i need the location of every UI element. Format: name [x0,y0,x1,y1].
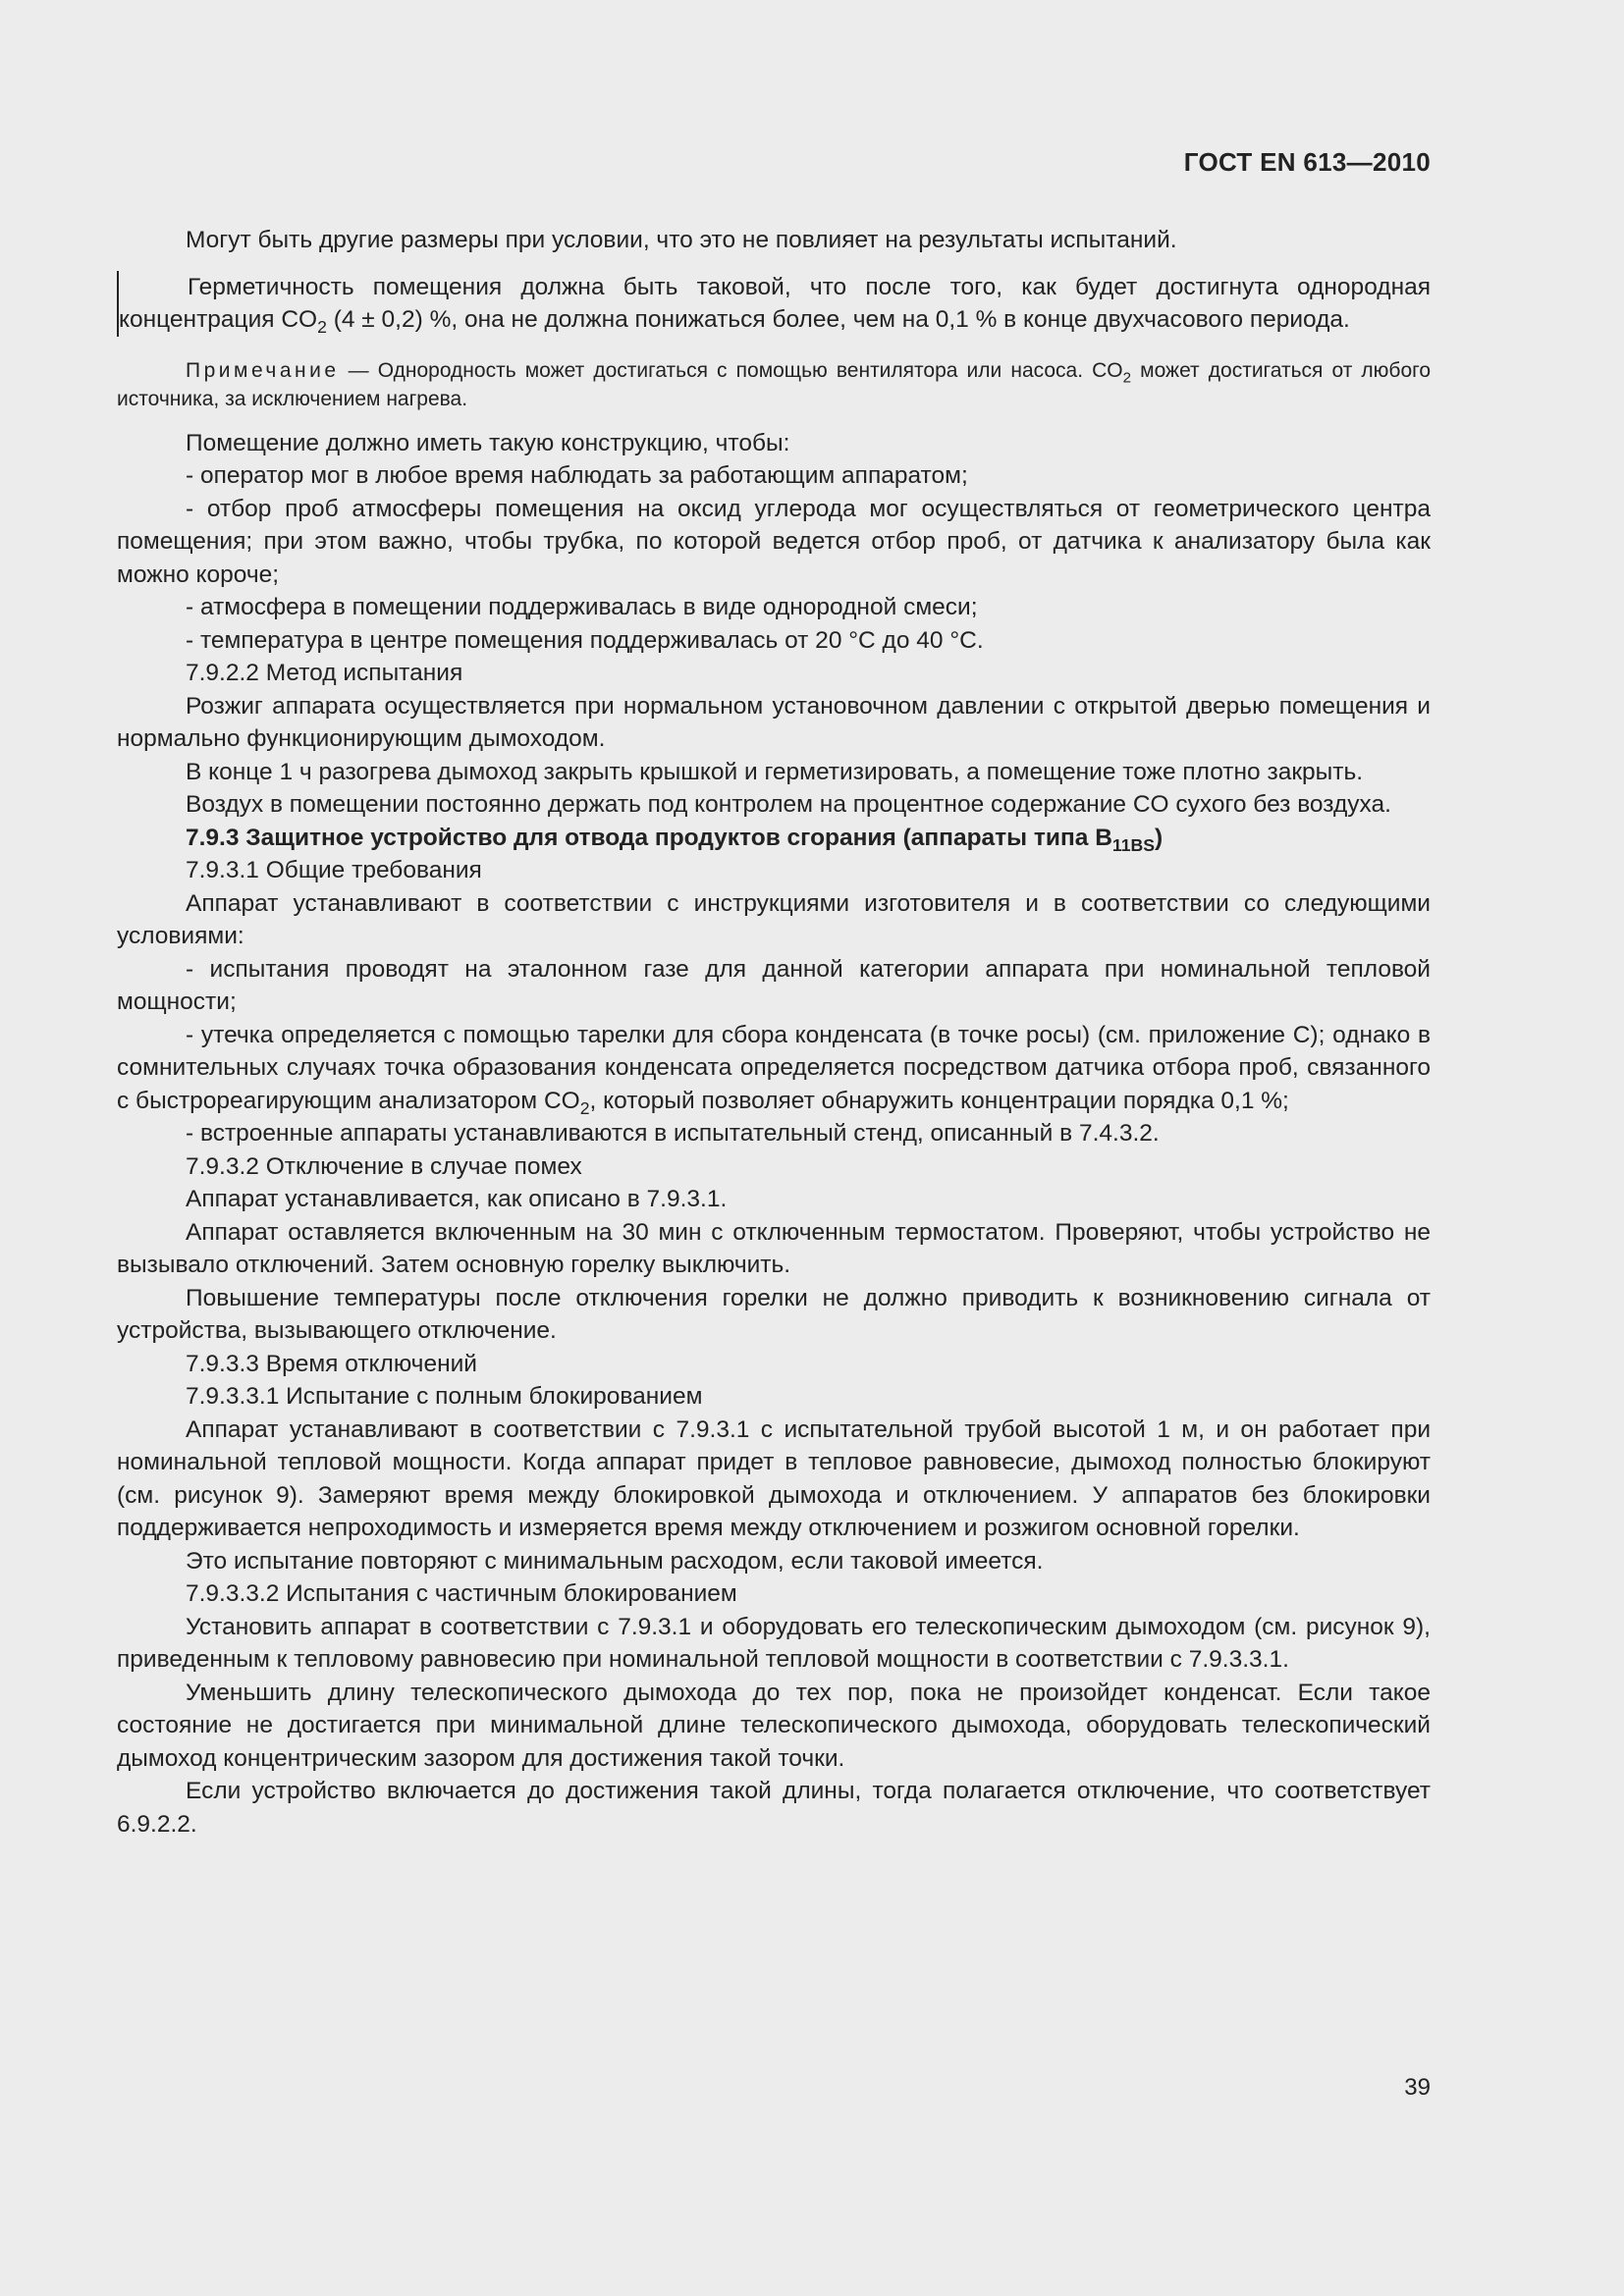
paragraph: В конце 1 ч разогрева дымоход закрыть крышкой и герметизировать, а помещение тоже плотно закрыть. [186,758,1364,785]
paragraph: Могут быть другие размеры при условии, что это не повлияет на результаты испытаний. [186,227,1177,253]
note-paragraph: Примечание — Однородность может достигаться с помощью вентилятора или насоса. $CO_2$ может достигаться от любого источника, за исключением нагрева. [117,358,1431,410]
paragraph: Воздух в помещении постоянно держать под контролем на процентное содержание CO сухого без воздуха. [186,791,1391,818]
list-item: - оператор мог в любое время наблюдать за работающим аппаратом; [186,462,968,489]
paragraph: Если устройство включается до достижения такой длины, тогда полагается отключение, что соответствует 6.9.2.2. [117,1778,1431,1838]
subsection-title: 7.9.3.3.1 Испытание с полным блокированием [186,1383,703,1410]
paragraph: Уменьшить длину телескопического дымохода до тех пор, пока не произойдет конденсат. Если такое состояние не достигается при минимальной длине телескопического дымохода, оборудовать телескопический дымоход концентрическим зазором для достижения такой точки. [117,1679,1431,1772]
subsection-title: 7.9.3.2 Отключение в случае помех [186,1152,582,1180]
paragraph: Аппарат устанавливают в соответствии с 7.9.3.1 с испытательной трубой высотой 1 м, и он работает при номинальной тепловой мощности. Когда аппарат придет в тепловое равновесие, дымоход полностью блокируют (см. рисунок 9). Замеряют время между блокировкой дымохода и отключением. У аппаратов без блокировки поддерживается непроходимость и измеряется время между отключением и розжигом основной горелки. [117,1415,1431,1541]
paragraph: Аппарат оставляется включенным на 30 мин с отключенным термостатом. Проверяют, чтобы устройство не вызывало отключений. Затем основную горелку выключить. [117,1218,1431,1278]
paragraph: Помещение должно иметь такую конструкцию, чтобы: [186,429,790,456]
subsection-title: 7.9.3.1 Общие требования [186,857,482,883]
list-item: - испытания проводят на эталонном газе для данной категории аппарата при номинальной тепловой мощности; [117,955,1431,1015]
list-item: - температура в центре помещения поддерживалась от 20 °С до 40 °С. [186,626,984,654]
paragraph: Аппарат устанавливается, как описано в 7.9.3.1. [186,1186,728,1212]
paragraph-marked-change: Герметичность помещения должна быть таковой, что после того, как будет достигнута однородная концентрация $CO_2$ (4 ± 0,2) %, она не должна понижаться более, чем на 0,1 % в конце двухчасового периода. [117,271,1431,337]
subsection-title: 7.9.2.2 Метод испытания [186,660,463,686]
page-number: 39 [1404,2074,1431,2101]
list-item: - встроенные аппараты устанавливаются в испытательный стенд, описанный в 7.4.3.2. [186,1120,1160,1147]
subsection-title: 7.9.3.3 Время отключений [186,1350,477,1377]
section-heading: 7.9.3 Защитное устройство для отвода продуктов сгорания (аппараты типа $B_{11BS}$) [186,824,1164,855]
list-item: - атмосфера в помещении поддерживалась в виде однородной смеси; [186,594,978,620]
note-label: Примечание [186,358,340,382]
subsection-title: 7.9.3.3.2 Испытания с частичным блокированием [186,1580,737,1607]
list-item: - утечка определяется с помощью тарелки для сбора конденсата (в точке росы) (см. приложение С); однако в сомнительных случаях точка образования конденсата определяется посредством датчика отбора проб, связанного с быстрореагирующим анализатором $CO_2$, который позволяет обнаружить концентрации порядка 0,1 %; [117,1021,1431,1118]
paragraph: Повышение температуры после отключения горелки не должно приводить к возникновению сигнала от устройства, вызывающего отключение. [117,1284,1431,1344]
paragraph: Розжиг аппарата осуществляется при нормальном установочном давлении с открытой дверью помещения и нормально функционирующим дымоходом. [117,692,1431,752]
document-body [117,224,1431,1841]
document-code-header: ГОСТ EN 613—2010 [1183,147,1431,177]
list-item: - отбор проб атмосферы помещения на оксид углерода мог осуществляться от геометрического центра помещения; при этом важно, чтобы трубка, по которой ведется отбор проб, от датчика к анализатору была как можно короче; [117,495,1431,588]
paragraph: Это испытание повторяют с минимальным расходом, если таковой имеется. [186,1547,1044,1575]
paragraph: Установить аппарат в соответствии с 7.9.3.1 и оборудовать его телескопическим дымоходом (см. рисунок 9), приведенным к тепловому равновесию при номинальной тепловой мощности в соответствии с 7.9.3.3.1. [117,1613,1431,1673]
paragraph: Аппарат устанавливают в соответствии с инструкциями изготовителя и в соответствии со следующими условиями: [117,889,1431,949]
